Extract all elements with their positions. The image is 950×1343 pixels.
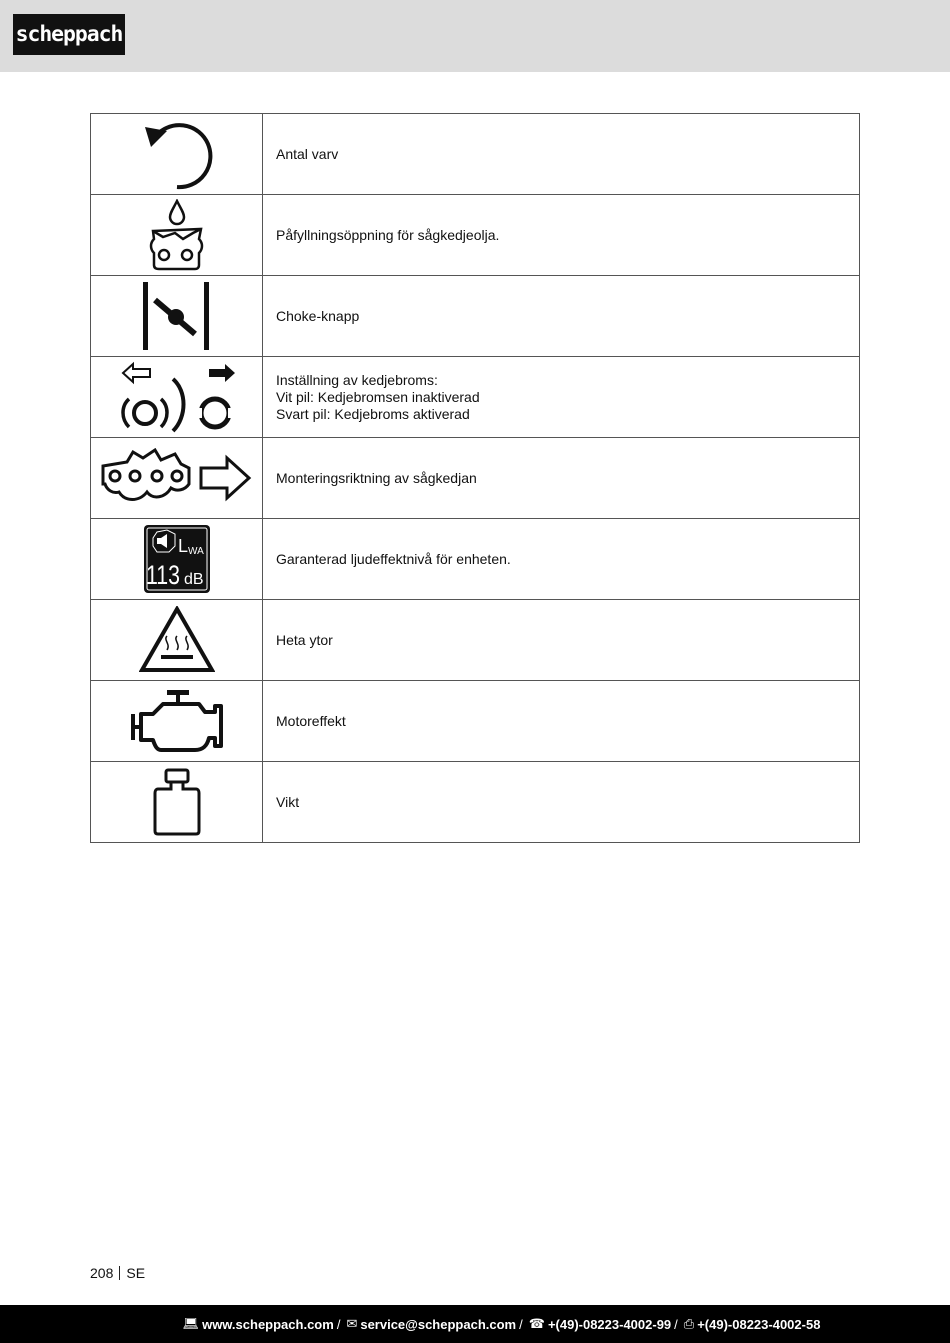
footer-phone: +(49)-08223-4002-99 bbox=[547, 1316, 672, 1332]
lwa-label: L bbox=[177, 536, 188, 556]
page-number bbox=[90, 1265, 145, 1281]
footer-separator: / bbox=[674, 1316, 678, 1332]
symbol-description: Motoreffekt bbox=[263, 681, 860, 762]
table-row bbox=[91, 438, 860, 519]
lwa-unit: dB bbox=[183, 571, 204, 588]
chain-oil-fill-icon bbox=[147, 199, 207, 271]
rotation-arrow-icon bbox=[137, 117, 217, 191]
table-row bbox=[91, 114, 860, 195]
symbol-description bbox=[263, 357, 860, 438]
symbol-description: Vikt bbox=[263, 762, 860, 843]
weight-icon bbox=[152, 767, 202, 837]
engine-icon bbox=[129, 688, 225, 754]
hot-surface-warning-icon bbox=[139, 606, 215, 674]
symbol-description: Heta ytor bbox=[263, 600, 860, 681]
table-row bbox=[91, 762, 860, 843]
symbol-table bbox=[90, 113, 860, 843]
chain-direction-icon bbox=[97, 448, 257, 508]
chain-brake-icon bbox=[117, 361, 237, 433]
table-row bbox=[91, 519, 860, 600]
table-row bbox=[91, 681, 860, 762]
symbol-description: Choke-knapp bbox=[263, 276, 860, 357]
table-row bbox=[91, 276, 860, 357]
phone-icon: ☎︎ bbox=[528, 1316, 545, 1331]
page-number-divider bbox=[119, 1266, 120, 1280]
symbol-description: Påfyllningsöppning för sågkedjeolja. bbox=[263, 195, 860, 276]
symbol-description: Garanterad ljudeffektnivå för enheten. bbox=[263, 519, 860, 600]
page-header bbox=[0, 0, 950, 72]
page-language: SE bbox=[126, 1265, 146, 1281]
description-line: Inställning av kedjebroms: bbox=[276, 371, 438, 388]
choke-icon bbox=[137, 280, 217, 352]
lwa-subscript: WA bbox=[187, 546, 204, 557]
table-row bbox=[91, 195, 860, 276]
page-number-value: 208 bbox=[90, 1265, 114, 1281]
footer-website[interactable]: www.scheppach.com bbox=[202, 1316, 334, 1332]
footer-separator: / bbox=[336, 1316, 341, 1332]
footer-separator: / bbox=[519, 1316, 523, 1332]
description-line: Vit pil: Kedjebromsen inaktiverad bbox=[276, 388, 480, 405]
fax-icon: ⎙︎ bbox=[683, 1316, 695, 1331]
symbol-description: Monteringsriktning av sågkedjan bbox=[263, 438, 860, 519]
footer-fax: +(49)-08223-4002-58 bbox=[697, 1316, 821, 1332]
table-row bbox=[91, 600, 860, 681]
scheppach-logo: scheppach bbox=[13, 14, 125, 55]
description-line: Svart pil: Kedjebroms aktiverad bbox=[276, 405, 470, 422]
laptop-icon: 💻︎ bbox=[182, 1316, 200, 1331]
sound-power-icon bbox=[143, 524, 211, 594]
symbol-description: Antal varv bbox=[263, 114, 860, 195]
page-footer bbox=[0, 1305, 950, 1343]
email-icon: ✉︎ bbox=[346, 1316, 358, 1331]
footer-email[interactable]: service@scheppach.com bbox=[360, 1316, 517, 1332]
lwa-value: 113 bbox=[145, 560, 180, 590]
table-row bbox=[91, 357, 860, 438]
